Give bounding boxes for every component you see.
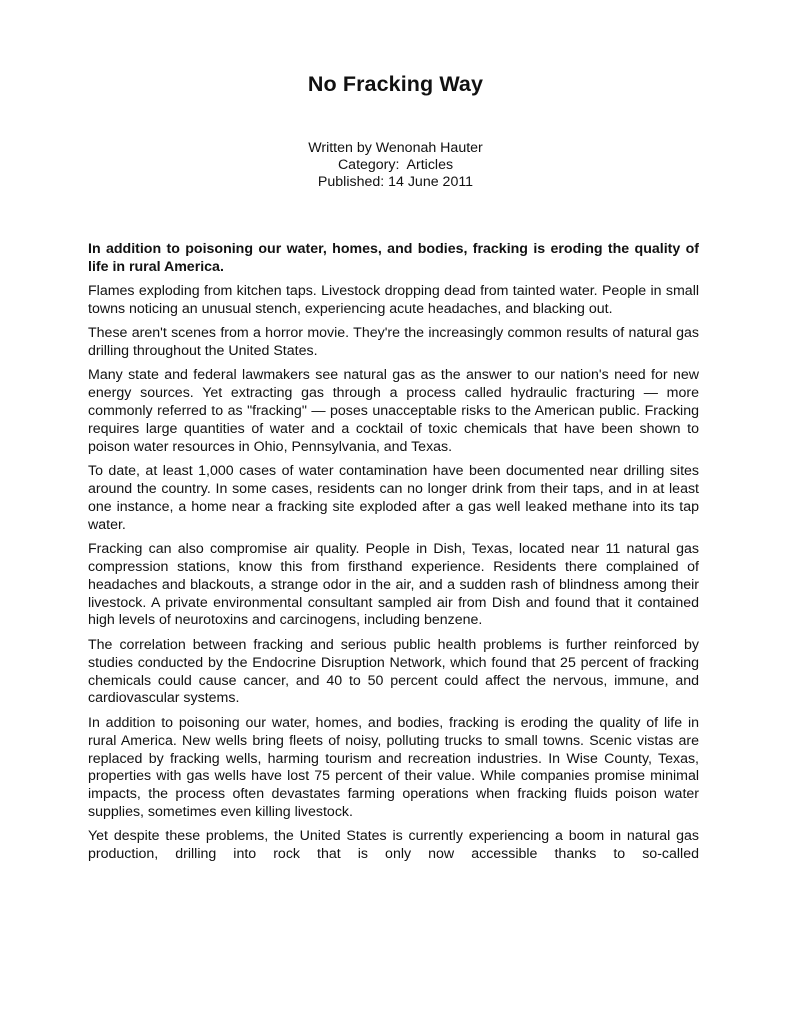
body-paragraph: These aren't scenes from a horror movie. They're the increasingly common results of natural gas drilling throughout the United States. [88,324,699,359]
body-paragraph: To date, at least 1,000 cases of water contamination have been documented near drilling sites around the country. In some cases, residents can no longer drink from their taps, and in at least one instance, a home near a fracking site exploded after a gas well leaked methane into its tap water. [88,463,699,533]
lead-paragraph: In addition to poisoning our water, homes, and bodies, fracking is eroding the quality of life in rural America. [88,241,699,275]
body-paragraph: Fracking can also compromise air quality. People in Dish, Texas, located near 11 natural gas compression stations, know this from firsthand experience. Residents there complained of headaches and blackouts, a strange odor in the air, and a sudden rash of blindness among their livestock. A private environmental consultant sampled air from Dish and found that it contained high levels of neurotoxins and carcinogens, including benzene. [88,541,699,629]
body-paragraph: In addition to poisoning our water, homes, and bodies, fracking is eroding the quality of life in rural America. New wells bring fleets of noisy, polluting trucks to small towns. Scenic vistas are replaced by fracking wells, harming tourism and recreation industries. In Wise County, Texas, properties with gas wells have lost 75 percent of their value. While companies promise minimal impacts, the process often devastates farming operations when fracking fluids poison water supplies, sometimes even killing livestock. [88,714,699,821]
body-paragraph: Many state and federal lawmakers see natural gas as the answer to our nation's need for new energy sources. Yet extracting gas through a process called hydraulic fracturing — more commonly referred to as "fracking" — poses unacceptable risks to the American public. Fracking requires large quantities of water and a cocktail of toxic chemicals that have been shown to poison water resources in Ohio, Pennsylvania, and Texas. [88,367,699,455]
category-line: Category: Articles [337,157,454,174]
article-body [88,241,699,871]
body-paragraph: The correlation between fracking and serious public health problems is further reinforced by studies conducted by the Endocrine Disruption Network, which found that 25 percent of fracking chemicals could cause cancer, and 40 to 50 percent could affect the nervous, immune, and cardiovascular systems. [88,636,699,707]
body-paragraph: Yet despite these problems, the United States is currently experiencing a boom in natural gas production, drilling into rock that is only now accessible thanks to so-called [88,828,699,863]
published-line: Published: 14 June 2011 [317,174,474,191]
article-meta [0,140,791,192]
body-paragraph: Flames exploding from kitchen taps. Livestock dropping dead from tainted water. People in small towns noticing an unusual stench, experiencing acute headaches, and blacking out. [88,282,699,317]
author-line: Written by Wenonah Hauter [308,140,483,156]
article-title: No Fracking Way [307,72,484,96]
